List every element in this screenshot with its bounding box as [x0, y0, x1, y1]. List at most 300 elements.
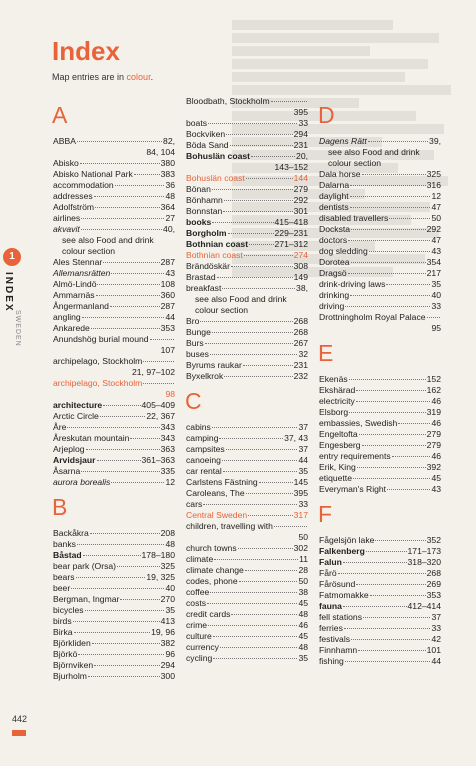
index-entry	[53, 400, 175, 411]
entry-pages-continued[interactable]: 50	[298, 532, 308, 542]
entry-pages[interactable]: 39,	[429, 136, 441, 146]
index-entry	[319, 407, 441, 418]
entry-pages[interactable]: 268	[426, 568, 441, 578]
entry-pages[interactable]: 405–409	[141, 400, 175, 410]
entry-row	[186, 327, 308, 338]
index-entry	[186, 499, 308, 510]
entry-row	[319, 235, 441, 246]
leader-dots	[366, 551, 407, 552]
entry-name: cars	[186, 499, 203, 509]
entry-pages[interactable]: 22, 367	[146, 411, 175, 421]
entry-row	[319, 202, 441, 213]
entry-row	[186, 118, 308, 129]
index-entry	[53, 528, 175, 539]
entry-name: drink-driving laws	[319, 279, 386, 289]
entry-name: Burs	[186, 338, 204, 348]
section-label: INDEX	[3, 272, 14, 313]
page-number-bar	[12, 730, 26, 736]
leader-dots	[150, 339, 174, 340]
index-entry	[319, 535, 441, 546]
entry-pages[interactable]: 44	[298, 455, 308, 465]
entry-name: Dragsö	[319, 268, 347, 278]
entry-pages[interactable]: 37, 43	[284, 433, 308, 443]
entry-name: beer	[53, 583, 71, 593]
entry-name: Ammarnäs	[53, 290, 95, 300]
entry-see-also: see also Food and drink	[62, 235, 154, 245]
entry-pages[interactable]: 19, 96	[151, 627, 175, 637]
leader-dots	[205, 343, 293, 344]
index-entry	[186, 250, 308, 261]
entry-row	[186, 488, 308, 499]
entry-name: currency	[186, 642, 219, 652]
entry-pages[interactable]: 40,	[163, 224, 175, 234]
entry-name: Byxelkrok	[186, 371, 224, 381]
entry-pages[interactable]: 301	[293, 206, 308, 216]
entry-pages[interactable]: 40	[165, 583, 175, 593]
entry-pages[interactable]: 325	[160, 561, 175, 571]
entry-name: addresses	[53, 191, 93, 201]
entry-row	[186, 565, 308, 576]
entry-row	[186, 261, 308, 272]
leader-dots	[85, 610, 165, 611]
entry-pages[interactable]: 300	[160, 671, 175, 681]
entry-row	[186, 422, 308, 433]
entry-name: Adolfström	[53, 202, 95, 212]
entry-name: Ankarede	[53, 323, 90, 333]
entry-pages[interactable]: 33	[431, 623, 441, 633]
entry-pages[interactable]: 343	[160, 433, 175, 443]
entry-see-also: see also Food and drink	[195, 294, 287, 304]
entry-pages[interactable]: 48	[165, 191, 175, 201]
leader-dots	[207, 603, 297, 604]
entry-row	[319, 451, 441, 462]
entry-row	[186, 653, 308, 664]
entry-pages[interactable]: 294	[160, 660, 175, 670]
entry-pages[interactable]: 19, 325	[146, 572, 175, 582]
entry-pages[interactable]: 360	[160, 290, 175, 300]
entry-pages[interactable]: 318–320	[407, 557, 441, 567]
entry-name: Åreskutan mountain	[53, 433, 130, 443]
index-entry	[53, 301, 175, 312]
leader-dots	[134, 174, 160, 175]
entry-row	[186, 371, 308, 382]
entry-pages[interactable]: 413	[160, 616, 175, 626]
entry-row	[319, 418, 441, 429]
leader-dots	[224, 200, 293, 201]
entry-pages[interactable]: 43	[165, 268, 175, 278]
entry-pages[interactable]: 50	[298, 576, 308, 586]
entry-pages[interactable]: 208	[160, 528, 175, 538]
index-entry	[186, 140, 308, 151]
index-entry	[53, 638, 175, 649]
entry-name: fell stations	[319, 612, 362, 622]
entry-name: Bunge	[186, 327, 211, 337]
index-entry	[186, 477, 308, 488]
entry-name: bicycles	[53, 605, 84, 615]
entry-pages[interactable]: 45	[298, 631, 308, 641]
index-entry	[53, 169, 175, 180]
entry-pages[interactable]: 231	[293, 360, 308, 370]
entry-pages[interactable]: 43	[431, 246, 441, 256]
leader-dots	[76, 577, 146, 578]
entry-name: airlines	[53, 213, 81, 223]
entry-name: Abisko	[53, 158, 79, 168]
entry-row	[53, 561, 175, 572]
leader-dots	[353, 478, 430, 479]
index-entry	[53, 572, 175, 583]
entry-pages[interactable]: 319	[426, 407, 441, 417]
entry-pages-continued[interactable]: 143–152	[274, 162, 308, 172]
entry-pages[interactable]: 294	[293, 129, 308, 139]
entry-pages[interactable]: 38,	[296, 283, 308, 293]
index-entry	[186, 433, 308, 444]
entry-row	[319, 645, 441, 656]
entry-row	[53, 268, 175, 279]
index-entry	[186, 261, 308, 272]
entry-pages[interactable]: 33	[298, 499, 308, 509]
leader-dots	[67, 427, 159, 428]
leader-dots	[223, 471, 298, 472]
index-entry	[319, 546, 441, 557]
entry-pages[interactable]: 36	[165, 180, 175, 190]
entry-pages[interactable]: 47	[431, 235, 441, 245]
entry-pages[interactable]: 40	[431, 290, 441, 300]
index-entry	[53, 583, 175, 594]
entry-pages[interactable]: 48	[298, 609, 308, 619]
entry-pages[interactable]: 96	[165, 649, 175, 659]
entry-row	[53, 323, 175, 334]
entry-pages[interactable]: 287	[160, 301, 175, 311]
leader-dots	[77, 141, 162, 142]
entry-row	[53, 136, 175, 147]
entry-pages[interactable]: 27	[165, 213, 175, 223]
entry-row	[53, 466, 175, 477]
entry-name: ferries	[319, 623, 343, 633]
entry-pages[interactable]: 229–231	[274, 228, 308, 238]
entry-pages[interactable]: 354	[426, 257, 441, 267]
entry-row	[319, 257, 441, 268]
entry-row	[53, 411, 175, 422]
entry-pages[interactable]: 46	[431, 451, 441, 461]
index-entry	[186, 521, 308, 543]
entry-pages[interactable]: 279	[293, 184, 308, 194]
index-entry	[53, 312, 175, 323]
entry-pages[interactable]: 232	[293, 371, 308, 381]
entry-row	[186, 433, 308, 444]
entry-row	[319, 385, 441, 396]
entry-name: Åsarna	[53, 466, 81, 476]
entry-pages[interactable]: 50	[431, 213, 441, 223]
entry-name: architecture	[53, 400, 103, 410]
leader-dots	[111, 482, 164, 483]
entry-pages[interactable]: 302	[293, 543, 308, 553]
leader-dots	[212, 189, 293, 190]
entry-see-also: colour section	[195, 305, 249, 315]
entry-row	[53, 649, 175, 660]
entry-row	[53, 180, 175, 191]
entry-row	[186, 316, 308, 327]
entry-row	[186, 228, 308, 239]
entry-row	[186, 206, 308, 217]
entry-pages[interactable]: 48	[165, 539, 175, 549]
entry-pages[interactable]: 144	[293, 173, 308, 183]
entry-pages[interactable]: 268	[293, 316, 308, 326]
index-entry	[319, 279, 441, 290]
entry-pages[interactable]: 45	[431, 473, 441, 483]
entry-pages[interactable]: 415–418	[274, 217, 308, 227]
index-entry	[53, 202, 175, 213]
index-entry	[53, 323, 175, 334]
index-entry	[186, 371, 308, 382]
entry-pages[interactable]: 101	[426, 645, 441, 655]
leader-dots	[245, 570, 298, 571]
entry-name: Fårösund	[319, 579, 356, 589]
entry-pages-continued[interactable]: 395	[293, 107, 308, 117]
entry-pages[interactable]: 35	[298, 653, 308, 663]
index-entry	[319, 656, 441, 667]
entry-pages-continued[interactable]: 95	[431, 323, 441, 333]
entry-pages[interactable]: 35	[165, 605, 175, 615]
index-entry	[186, 510, 308, 521]
entry-row	[319, 312, 441, 323]
entry-pages[interactable]: 292	[426, 224, 441, 234]
entry-name: Bönan	[186, 184, 211, 194]
entry-pages[interactable]: 46	[431, 396, 441, 406]
leader-dots	[231, 266, 293, 267]
entry-pages[interactable]: 12	[431, 191, 441, 201]
entry-row	[53, 400, 175, 411]
leader-dots	[117, 566, 160, 567]
index-entry	[186, 653, 308, 664]
entry-pages[interactable]: 108	[160, 279, 175, 289]
entry-row	[319, 473, 441, 484]
index-entry	[319, 557, 441, 568]
entry-row	[319, 601, 441, 612]
entry-row	[186, 587, 308, 598]
entry-name: bear park (Orsa)	[53, 561, 117, 571]
entry-pages-continued[interactable]: 107	[160, 345, 175, 355]
entry-row	[53, 572, 175, 583]
entry-name: credit cards	[186, 609, 231, 619]
entry-pages[interactable]: 32	[298, 349, 308, 359]
entry-pages[interactable]: 343	[160, 422, 175, 432]
entry-pages[interactable]: 270	[160, 594, 175, 604]
entry-pages[interactable]: 11	[299, 554, 308, 564]
entry-pages[interactable]: 395	[293, 488, 308, 498]
index-entry	[53, 660, 175, 671]
entry-pages[interactable]: 269	[426, 579, 441, 589]
entry-name: Arvidsjaur	[53, 455, 96, 465]
entry-pages[interactable]: 353	[160, 323, 175, 333]
entry-pages[interactable]: 33	[298, 118, 308, 128]
index-entry	[319, 440, 441, 451]
index-entry	[53, 257, 175, 268]
leader-dots	[243, 365, 293, 366]
index-column-3	[319, 96, 441, 667]
entry-pages[interactable]: 145	[293, 477, 308, 487]
entry-row	[186, 631, 308, 642]
entry-name: aurora borealis	[53, 477, 111, 487]
entry-row	[186, 349, 308, 360]
entry-pages[interactable]: 412–414	[407, 601, 441, 611]
entry-pages[interactable]: 279	[426, 429, 441, 439]
index-entry	[53, 627, 175, 638]
entry-pages[interactable]: 382	[160, 638, 175, 648]
entry-pages[interactable]: 171–173	[407, 546, 441, 556]
entry-name: Bergman, Ingmar	[53, 594, 120, 604]
entry-pages[interactable]: 162	[426, 385, 441, 395]
entry-name: Drottningholm Royal Palace	[319, 312, 426, 322]
entry-pages[interactable]: 35	[431, 279, 441, 289]
entry-name: children, travelling with	[186, 521, 273, 531]
entry-pages[interactable]: 279	[426, 440, 441, 450]
index-entry	[53, 191, 175, 202]
leader-dots	[356, 390, 425, 391]
leader-dots	[82, 317, 165, 318]
index-entry	[319, 590, 441, 601]
entry-row	[186, 543, 308, 554]
entry-pages[interactable]: 316	[426, 180, 441, 190]
entry-name: Bloodbath, Stockholm	[186, 96, 270, 106]
leader-dots	[115, 185, 165, 186]
entry-pages[interactable]: 42	[431, 634, 441, 644]
entry-pages[interactable]: 44	[431, 656, 441, 666]
entry-pages[interactable]: 308	[293, 261, 308, 271]
entry-pages-continued[interactable]: 84, 104	[146, 147, 175, 157]
leader-dots	[90, 533, 160, 534]
entry-pages[interactable]: 12	[165, 477, 175, 487]
index-entry	[53, 466, 175, 477]
note-colour-word: colour	[126, 72, 151, 82]
entry-name: Elsborg	[319, 407, 349, 417]
entry-pages[interactable]: 383	[160, 169, 175, 179]
index-entry	[53, 290, 175, 301]
entry-name: Bro	[186, 316, 200, 326]
entry-name: Arctic Circle	[53, 411, 99, 421]
entry-name: Björkliden	[53, 638, 91, 648]
entry-row	[53, 605, 175, 616]
index-entry	[53, 477, 175, 488]
leader-dots	[248, 515, 293, 516]
entry-pages[interactable]: 37	[298, 444, 308, 454]
entry-pages[interactable]: 46	[298, 620, 308, 630]
entry-pages[interactable]: 152	[426, 374, 441, 384]
entry-row	[319, 374, 441, 385]
entry-name: coffee	[186, 587, 210, 597]
index-entry	[186, 587, 308, 598]
leader-dots	[97, 460, 141, 461]
entry-name: Bothnian coast	[186, 250, 243, 260]
entry-row	[319, 656, 441, 667]
entry-pages-continued[interactable]: 21, 97–102	[131, 367, 175, 377]
entry-row	[53, 334, 175, 345]
entry-pages[interactable]: 37	[431, 612, 441, 622]
leader-dots	[208, 625, 297, 626]
entry-pages[interactable]: 178–180	[141, 550, 175, 560]
entry-row	[186, 250, 308, 261]
entry-pages[interactable]: 33	[431, 301, 441, 311]
index-entry	[319, 213, 441, 224]
entry-pages[interactable]: 317	[293, 510, 308, 520]
entry-pages[interactable]: 287	[160, 257, 175, 267]
entry-name: Åre	[53, 422, 67, 432]
entry-pages[interactable]: 363	[160, 444, 175, 454]
entry-pages[interactable]: 38	[298, 587, 308, 597]
entry-pages[interactable]: 352	[426, 535, 441, 545]
entry-pages[interactable]: 20,	[296, 151, 308, 161]
index-entry	[186, 642, 308, 653]
entry-pages[interactable]: 43	[431, 484, 441, 494]
entry-pages[interactable]: 44	[165, 312, 175, 322]
index-entry	[319, 268, 441, 279]
leader-dots	[427, 317, 440, 318]
entry-row	[186, 466, 308, 477]
entry-pages[interactable]: 35	[298, 466, 308, 476]
entry-pages[interactable]: 364	[160, 202, 175, 212]
leader-dots	[246, 493, 293, 494]
entry-pages-continued[interactable]: 98	[165, 389, 175, 399]
index-column-1	[53, 96, 175, 682]
index-entry	[53, 158, 175, 169]
entry-pages[interactable]: 361–363	[141, 455, 175, 465]
entry-pages[interactable]: 325	[426, 169, 441, 179]
entry-pages[interactable]: 47	[431, 202, 441, 212]
entry-pages[interactable]: 37	[298, 422, 308, 432]
leader-dots	[73, 621, 160, 622]
entry-pages[interactable]: 353	[426, 590, 441, 600]
entry-pages[interactable]: 46	[431, 418, 441, 428]
entry-row	[53, 616, 175, 627]
leader-dots	[217, 277, 293, 278]
entry-pages[interactable]: 217	[426, 268, 441, 278]
entry-name: embassies, Swedish	[319, 418, 398, 428]
entry-pages[interactable]: 292	[293, 195, 308, 205]
entry-row	[319, 429, 441, 440]
entry-row	[319, 290, 441, 301]
entry-pages[interactable]: 335	[160, 466, 175, 476]
entry-pages[interactable]: 268	[293, 327, 308, 337]
entry-pages[interactable]: 274	[293, 250, 308, 260]
entry-name: canoeing	[186, 455, 221, 465]
entry-pages[interactable]: 45	[298, 598, 308, 608]
entry-pages[interactable]: 392	[426, 462, 441, 472]
index-entry	[319, 473, 441, 484]
index-entry	[53, 334, 175, 356]
entry-pages[interactable]: 231	[293, 140, 308, 150]
entry-row	[319, 568, 441, 579]
entry-pages[interactable]: 380	[160, 158, 175, 168]
entry-pages[interactable]: 82,	[163, 136, 175, 146]
entry-pages[interactable]: 267	[293, 338, 308, 348]
entry-name: ABBA	[53, 136, 76, 146]
entry-pages[interactable]: 48	[298, 642, 308, 652]
leader-dots	[224, 376, 292, 377]
index-entry	[53, 616, 175, 627]
entry-row	[53, 594, 175, 605]
leader-dots	[71, 588, 164, 589]
entry-pages[interactable]: 149	[293, 272, 308, 282]
entry-pages[interactable]: 28	[298, 565, 308, 575]
index-entry	[186, 422, 308, 433]
index-entry	[319, 202, 441, 213]
entry-name: Abisko National Park	[53, 169, 133, 179]
entry-see-also: see also Food and drink	[328, 147, 420, 157]
leader-dots	[350, 196, 431, 197]
leader-dots	[274, 526, 307, 527]
entry-name: angling	[53, 312, 81, 322]
entry-name: archipelago, Stockholm	[53, 378, 143, 388]
entry-pages[interactable]: 271–312	[274, 239, 308, 249]
